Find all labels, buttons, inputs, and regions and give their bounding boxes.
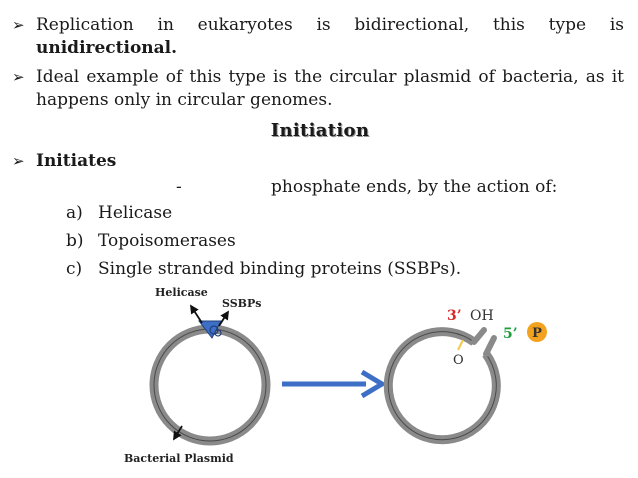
list-item xyxy=(66,202,172,225)
oh-label: OH xyxy=(470,308,494,324)
bullet-2 xyxy=(12,66,624,112)
three-prime-label: 3’ xyxy=(447,308,462,324)
helicase-label: Helicase xyxy=(155,286,208,299)
plasmid-label: Bacterial Plasmid xyxy=(124,452,234,465)
list-marker: b) xyxy=(66,231,84,251)
phosphate-label: P xyxy=(532,326,542,341)
arrow-bullet-icon: ➢ xyxy=(12,152,25,170)
bullet-1 xyxy=(12,14,624,60)
bullet-3 xyxy=(12,150,312,173)
arrow-bullet-icon: ➢ xyxy=(12,16,25,34)
plasmid-diagram xyxy=(0,278,638,478)
bullet-1-line-1: Replication in eukaryotes is bidirectional, this type is xyxy=(36,15,624,35)
list-item-text: Single stranded binding proteins (SSBPs). xyxy=(98,259,462,279)
bullet-2-line-2: happens only in circular genomes. xyxy=(36,90,333,110)
list-item xyxy=(66,230,236,253)
bullet-2-line-1: Ideal example of this type is the circular plasmid of bacteria, as it xyxy=(36,67,624,87)
ssbps-pointer-arrow xyxy=(219,312,228,326)
section-heading: Initiation xyxy=(270,120,370,141)
nicked-plasmid-ring xyxy=(388,332,496,440)
nick-mark xyxy=(458,340,463,350)
list-marker: a) xyxy=(66,203,83,223)
list-item-text: Topoisomerases xyxy=(98,231,236,251)
bullet-3-continuation: phosphate ends, by the action of: xyxy=(271,177,558,197)
ssbps-label: SSBPs xyxy=(222,297,262,310)
bullet-1-line-2: unidirectional. xyxy=(36,38,178,58)
helicase-pointer-arrow xyxy=(191,306,202,323)
list-marker: c) xyxy=(66,259,83,279)
oxygen-label: O xyxy=(453,353,464,368)
arrow-bullet-icon: ➢ xyxy=(12,68,25,86)
five-prime-end xyxy=(486,338,494,354)
list-item-text: Helicase xyxy=(98,203,173,223)
five-prime-label: 5’ xyxy=(503,326,518,342)
bullet-3-text: Initiates xyxy=(36,151,117,171)
bullet-3-dash: - xyxy=(176,177,182,197)
three-prime-end xyxy=(474,330,484,342)
plasmid-ring xyxy=(154,329,266,441)
